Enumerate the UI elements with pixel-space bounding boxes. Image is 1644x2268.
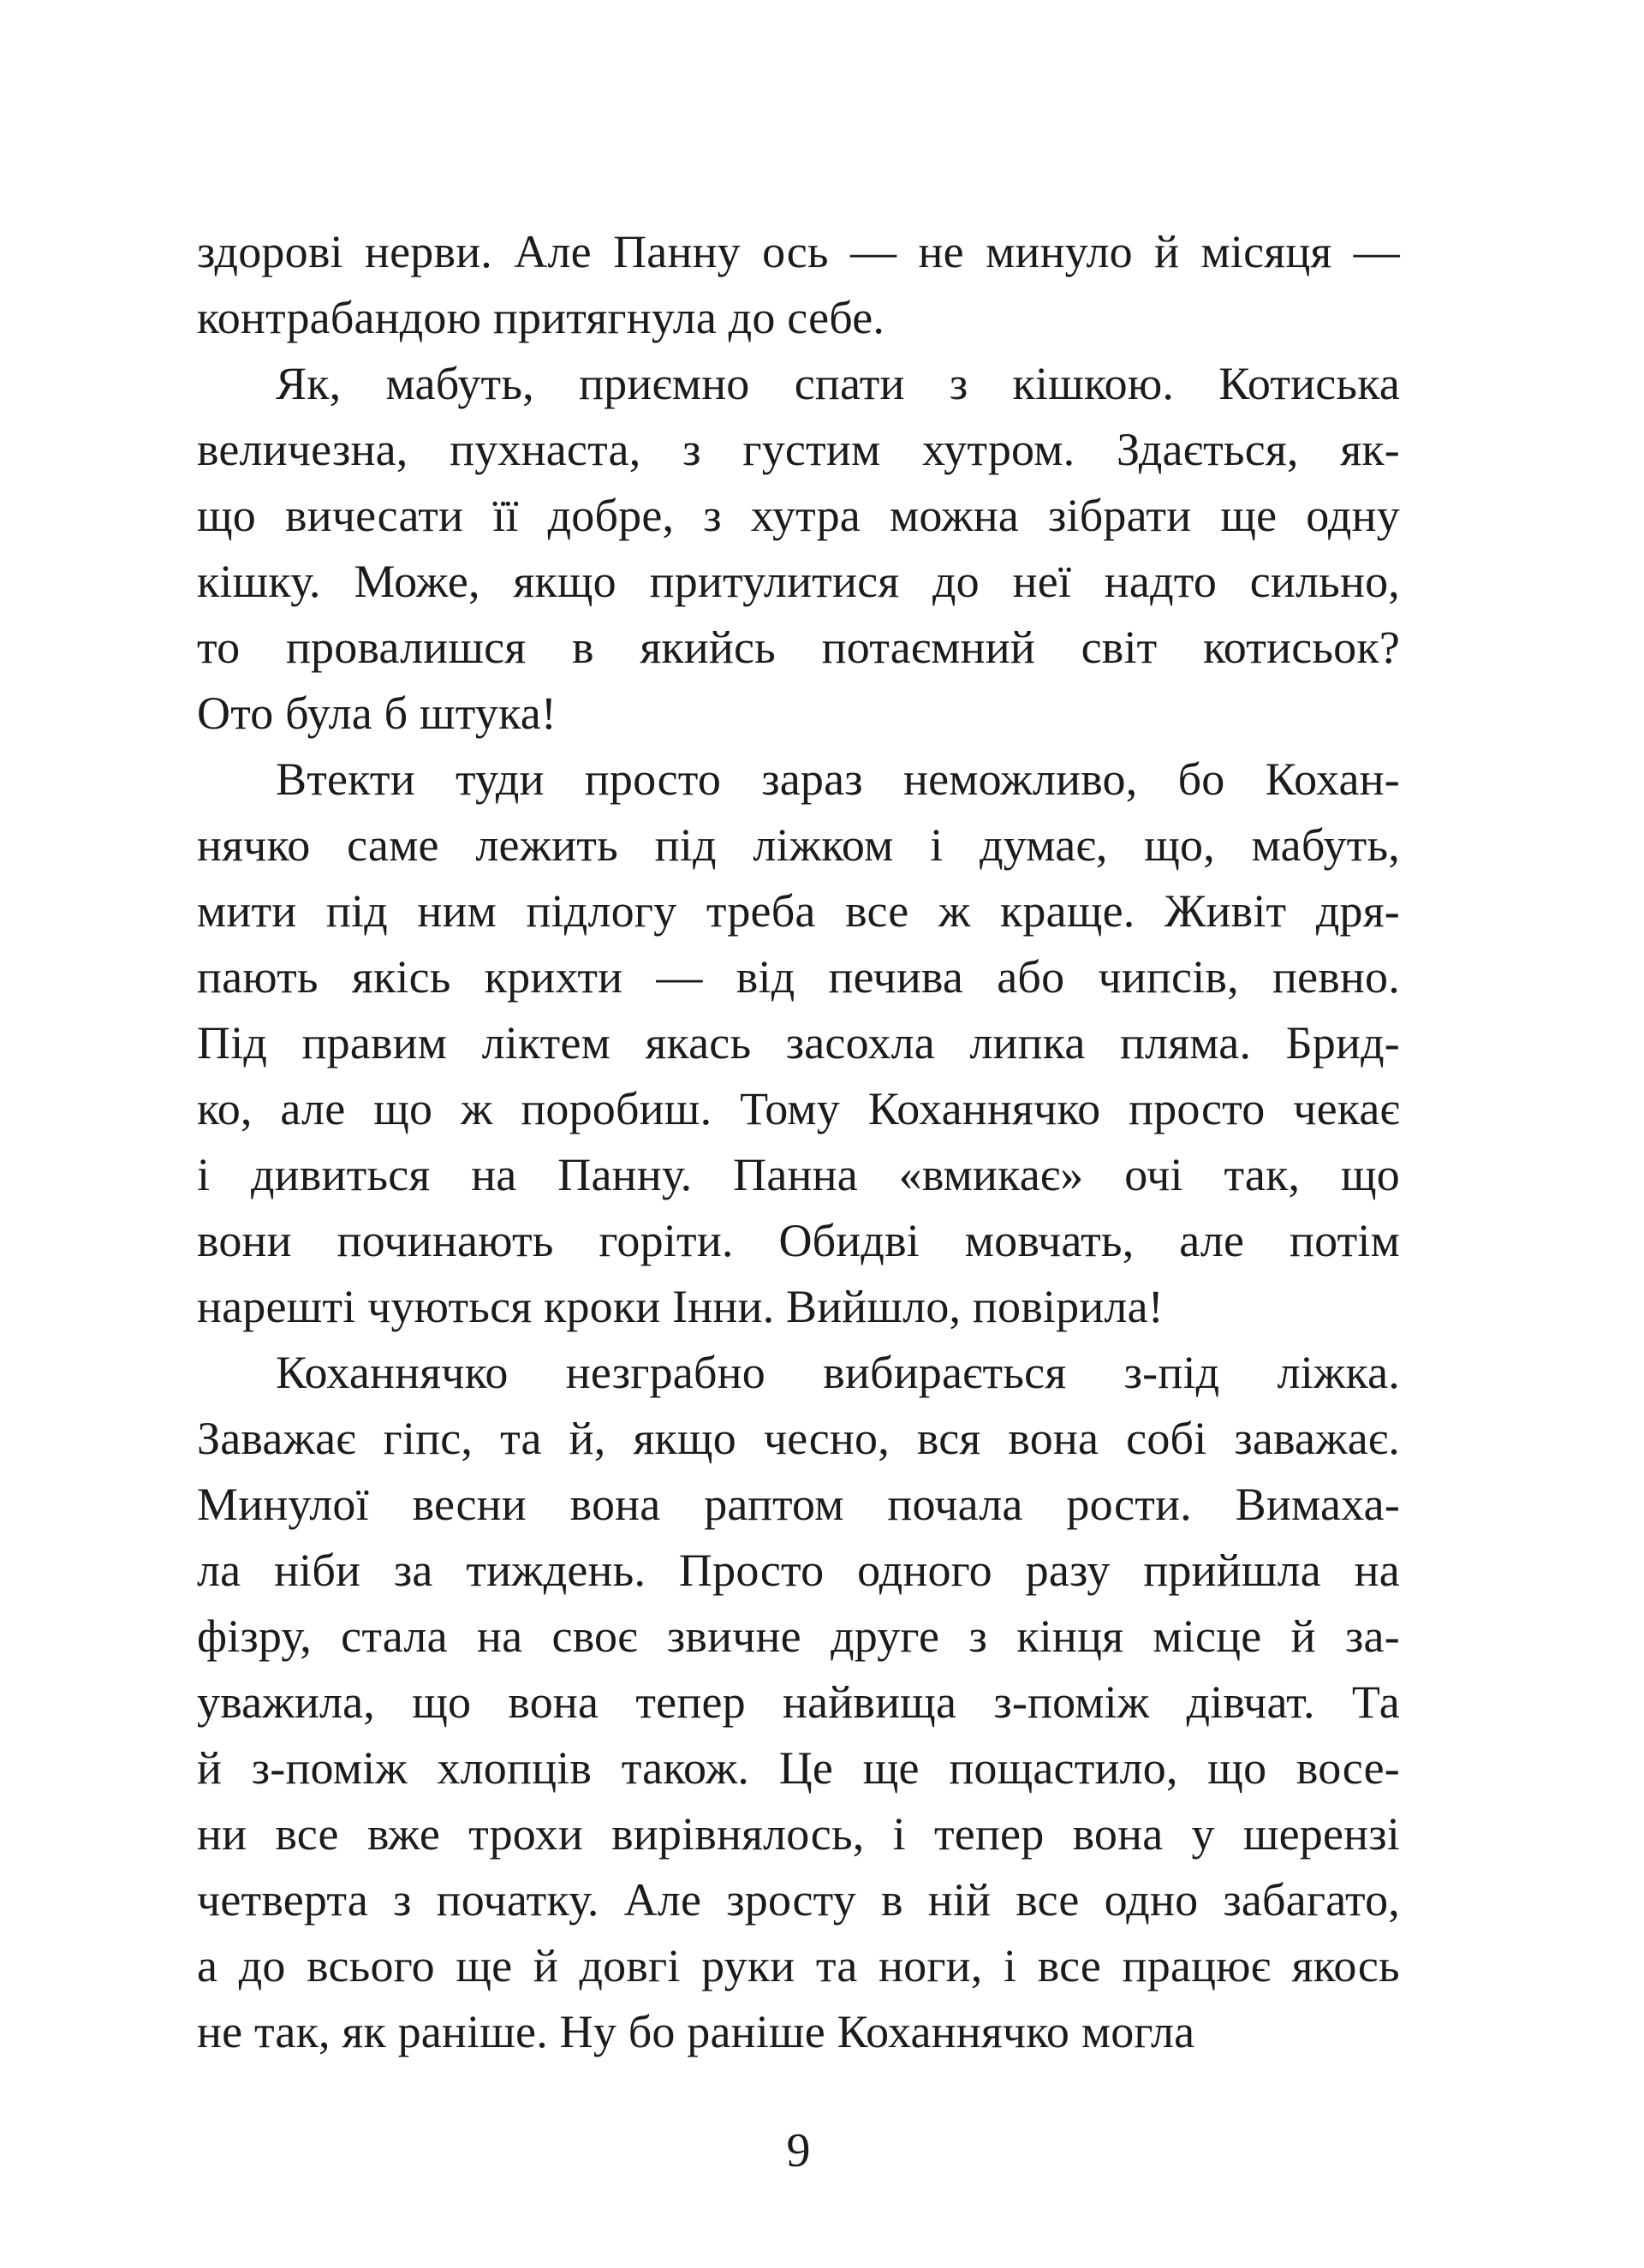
word: та: [500, 1413, 542, 1464]
text-line: [197, 1604, 1400, 1670]
word: вона: [569, 1479, 661, 1530]
word: місяця: [1200, 226, 1332, 277]
word: заважає.: [1234, 1413, 1400, 1464]
word: почала: [887, 1479, 1023, 1530]
text-line: [197, 549, 1400, 615]
paragraph: [197, 1340, 1400, 2065]
word: прийшла: [1143, 1545, 1321, 1596]
word: дивиться: [251, 1149, 431, 1200]
word: з: [968, 1610, 988, 1662]
word: одно: [1104, 1874, 1199, 1926]
word: ж: [460, 1083, 493, 1134]
word: від: [736, 951, 795, 1003]
word: ліктем: [481, 1017, 611, 1069]
word: ще: [456, 1940, 513, 1991]
word: світ: [1081, 622, 1158, 673]
word: на: [477, 1610, 523, 1662]
text-line: контрабандою притягнула до себе.: [197, 292, 885, 343]
text-line: [197, 944, 1400, 1010]
word: за-: [1345, 1610, 1400, 1662]
word: Втекти: [276, 753, 415, 805]
word: що: [1341, 1149, 1400, 1200]
word: —: [1353, 226, 1400, 277]
text-line: [197, 1735, 1400, 1801]
word: пають: [197, 951, 319, 1003]
word: й: [1290, 1610, 1316, 1662]
word: Панна: [733, 1149, 858, 1200]
word: Як,: [276, 358, 342, 409]
text-line: [197, 351, 1400, 417]
word: провалишся: [285, 622, 527, 673]
word: фізру,: [197, 1610, 312, 1662]
word: ни: [197, 1808, 247, 1860]
word: треба: [706, 885, 816, 937]
word: спати: [794, 358, 905, 409]
word: руки: [701, 1940, 795, 1991]
word: початку.: [436, 1874, 599, 1926]
word: кішкою.: [1012, 358, 1175, 409]
word: що,: [1144, 819, 1215, 871]
word: друге: [831, 1610, 940, 1662]
word: якісь: [351, 951, 451, 1003]
word: Але: [623, 1874, 702, 1926]
text-line: [197, 1208, 1400, 1274]
word: трохи: [468, 1808, 583, 1860]
word: шерензі: [1242, 1808, 1400, 1860]
word: за: [393, 1545, 433, 1596]
word: дря-: [1315, 885, 1400, 937]
word: Але: [514, 226, 592, 277]
word: зараз: [761, 753, 863, 805]
word: звичне: [666, 1610, 801, 1662]
word: вона: [1008, 1413, 1099, 1464]
paragraph: [197, 351, 1400, 747]
text-line: [197, 1538, 1400, 1604]
word: крихти: [484, 951, 623, 1003]
word: що: [373, 1083, 433, 1134]
word: так,: [1224, 1149, 1301, 1200]
word: Панну.: [557, 1149, 693, 1200]
text-line: [197, 615, 1400, 681]
word: вона: [508, 1676, 599, 1728]
word: і: [1003, 1940, 1017, 1991]
word: бо: [1177, 753, 1225, 805]
word: лежить: [475, 819, 618, 871]
word: липка: [969, 1017, 1086, 1069]
word: все: [275, 1808, 339, 1860]
word: ще: [1220, 490, 1278, 541]
word: вже: [366, 1808, 440, 1860]
word: то: [197, 622, 241, 673]
word: Котиська: [1218, 358, 1400, 409]
word: Минулої: [197, 1479, 369, 1530]
word: собі: [1126, 1413, 1207, 1464]
word: дівчат.: [1186, 1676, 1315, 1728]
word: ним: [417, 885, 497, 937]
word: ноги,: [879, 1940, 983, 1991]
word: Коханнячко: [867, 1083, 1101, 1134]
word: забагато,: [1223, 1874, 1400, 1926]
word: тиждень.: [466, 1545, 646, 1596]
word: якась: [645, 1017, 752, 1069]
word: певно.: [1272, 951, 1400, 1003]
word: найвища: [783, 1676, 957, 1728]
word: Коханнячко: [276, 1347, 509, 1398]
word: якось: [1291, 1940, 1400, 1991]
text-line: [197, 1472, 1400, 1538]
text-line: [197, 1670, 1400, 1735]
word: печива: [828, 951, 964, 1003]
word: притулитися: [649, 556, 900, 607]
word: Вимаха-: [1235, 1479, 1400, 1530]
word: якщо: [633, 1413, 736, 1464]
word: під: [325, 885, 388, 937]
word: працює: [1122, 1940, 1272, 1991]
text-line: [197, 1801, 1400, 1867]
word: котисьок?: [1203, 622, 1400, 673]
word: на: [471, 1149, 517, 1200]
word: всього: [307, 1940, 435, 1991]
text-block: [197, 219, 1400, 2065]
word: можна: [889, 490, 1019, 541]
text-line: [197, 1406, 1400, 1472]
word: підлогу: [526, 885, 677, 937]
word: засохла: [785, 1017, 935, 1069]
word: Та: [1351, 1676, 1400, 1728]
word: що: [197, 490, 256, 541]
word: своє: [551, 1610, 638, 1662]
word: туди: [455, 753, 545, 805]
word: сильно,: [1249, 556, 1400, 607]
word: Панну: [613, 226, 741, 277]
word: одного: [857, 1545, 992, 1596]
word: на: [1354, 1545, 1400, 1596]
word: ще: [862, 1742, 920, 1794]
word: або: [997, 951, 1065, 1003]
word: а: [197, 1940, 218, 1991]
word: Здається,: [1116, 424, 1299, 475]
word: з-під: [1123, 1347, 1220, 1398]
text-line: [197, 1142, 1400, 1208]
text-line: [197, 1933, 1400, 1999]
word: нячко: [197, 819, 311, 871]
word: тепер: [635, 1676, 746, 1728]
text-line: [197, 813, 1400, 878]
word: мити: [197, 885, 297, 937]
word: стала: [341, 1610, 448, 1662]
word: й: [533, 1940, 558, 1991]
word: з-поміж: [993, 1676, 1150, 1728]
word: не: [918, 226, 964, 277]
word: приємно: [579, 358, 750, 409]
word: потім: [1290, 1215, 1400, 1266]
word: краще.: [1000, 885, 1135, 937]
word: все: [1037, 1940, 1102, 1991]
word: й,: [569, 1413, 606, 1464]
word: під: [654, 819, 717, 871]
word: «вмикає»: [898, 1149, 1084, 1200]
word: чипсів,: [1098, 951, 1239, 1003]
word: якщо: [513, 556, 616, 607]
word: зібрати: [1048, 490, 1192, 541]
word: в: [881, 1874, 903, 1926]
word: чесно,: [763, 1413, 890, 1464]
word: з: [949, 358, 968, 409]
word: саме: [347, 819, 439, 871]
word: одну: [1306, 490, 1400, 541]
word: хутром.: [922, 424, 1075, 475]
word: Брид-: [1285, 1017, 1400, 1069]
text-line: [197, 1340, 1400, 1406]
text-line: [197, 219, 1400, 285]
text-line: [197, 747, 1400, 813]
word: її: [492, 490, 519, 541]
word: Заважає: [197, 1413, 356, 1464]
word: вибирається: [823, 1347, 1067, 1398]
word: величезна,: [197, 424, 408, 475]
word: горіти.: [599, 1215, 734, 1266]
word: чекає: [1293, 1083, 1400, 1134]
word: ж: [938, 885, 971, 937]
word: неможливо,: [902, 753, 1138, 805]
word: також.: [621, 1742, 750, 1794]
word: все: [1016, 1874, 1080, 1926]
word: вся: [916, 1413, 981, 1464]
word: неї: [1012, 556, 1072, 607]
word: що: [1207, 1742, 1267, 1794]
word: та: [815, 1940, 858, 1991]
word: й: [1154, 226, 1180, 277]
word: просто: [1129, 1083, 1266, 1134]
paragraph: [197, 747, 1400, 1340]
text-line: [197, 878, 1400, 944]
word: густим: [742, 424, 881, 475]
word: тепер: [933, 1808, 1045, 1860]
word: що: [412, 1676, 472, 1728]
word: кінця: [1016, 1610, 1124, 1662]
word: з-поміж: [251, 1742, 408, 1794]
word: Кохан-: [1265, 753, 1400, 805]
text-line: [197, 417, 1400, 483]
word: довгі: [579, 1940, 681, 1991]
word: Тому: [740, 1083, 840, 1134]
word: —: [656, 951, 703, 1003]
text-line: [197, 1076, 1400, 1142]
word: Живіт: [1164, 885, 1287, 937]
word: Під: [197, 1017, 268, 1069]
paragraph: [197, 219, 1400, 351]
word: ліжком: [753, 819, 894, 871]
word: правим: [301, 1017, 448, 1069]
word: в: [571, 622, 594, 673]
word: добре,: [547, 490, 675, 541]
word: вичесати: [285, 490, 464, 541]
word: з: [682, 424, 701, 475]
word: вирівнялось,: [611, 1808, 865, 1860]
page-number: 9: [786, 2124, 811, 2177]
word: ній: [927, 1874, 992, 1926]
word: поробиш.: [521, 1083, 712, 1134]
word: але: [280, 1083, 346, 1134]
word: ліжка.: [1277, 1347, 1400, 1398]
word: якийсь: [640, 622, 776, 673]
text-line: [197, 483, 1400, 549]
word: пухнаста,: [450, 424, 641, 475]
word: місце: [1153, 1610, 1262, 1662]
word: думає,: [980, 819, 1108, 871]
word: потаємний: [821, 622, 1035, 673]
word: й: [197, 1742, 223, 1794]
word: але: [1179, 1215, 1245, 1266]
word: Просто: [678, 1545, 825, 1596]
word: нерви.: [365, 226, 492, 277]
word: вони: [197, 1215, 292, 1266]
word: ко,: [197, 1083, 253, 1134]
word: Обидві: [778, 1215, 920, 1266]
word: і: [197, 1149, 211, 1200]
word: уважила,: [197, 1676, 375, 1728]
word: до: [932, 556, 980, 607]
word: минуло: [986, 226, 1133, 277]
word: мовчать,: [964, 1215, 1135, 1266]
word: рости.: [1066, 1479, 1192, 1530]
word: вона: [1072, 1808, 1164, 1860]
word: і: [892, 1808, 906, 1860]
word: хутра: [750, 490, 861, 541]
word: як-: [1340, 424, 1400, 475]
word: все: [845, 885, 909, 937]
word: мабуть,: [1251, 819, 1400, 871]
word: раптом: [704, 1479, 844, 1530]
word: Це: [778, 1742, 834, 1794]
word: починають: [337, 1215, 554, 1266]
word: мабуть,: [385, 358, 534, 409]
text-line: [197, 1010, 1400, 1076]
word: зросту: [726, 1874, 856, 1926]
word: четверта: [197, 1874, 368, 1926]
word: у: [1191, 1808, 1215, 1860]
word: гіпс,: [383, 1413, 474, 1464]
word: кішку.: [197, 556, 321, 607]
text-line: [197, 1867, 1400, 1933]
word: здорові: [197, 226, 343, 277]
word: очі: [1124, 1149, 1183, 1200]
word: ніби: [274, 1545, 361, 1596]
word: —: [850, 226, 897, 277]
word: просто: [584, 753, 722, 805]
word: весни: [412, 1479, 527, 1530]
word: ла: [197, 1545, 241, 1596]
text-line: нарешті чуються кроки Інни. Вийшло, повірила!: [197, 1281, 1164, 1332]
word: незграбно: [565, 1347, 765, 1398]
word: і: [930, 819, 944, 871]
word: з: [393, 1874, 412, 1926]
text-line: Ото була б штука!: [197, 688, 557, 739]
word: з: [703, 490, 722, 541]
word: Може,: [354, 556, 480, 607]
word: до: [238, 1940, 286, 1991]
word: пляма.: [1119, 1017, 1252, 1069]
word: ось: [762, 226, 829, 277]
word: надто: [1104, 556, 1218, 607]
word: пощастило,: [949, 1742, 1178, 1794]
word: восе-: [1296, 1742, 1400, 1794]
word: разу: [1025, 1545, 1111, 1596]
word: хлопців: [437, 1742, 593, 1794]
text-line: не так, як раніше. Ну бо раніше Коханнячко могла: [197, 2006, 1195, 2057]
